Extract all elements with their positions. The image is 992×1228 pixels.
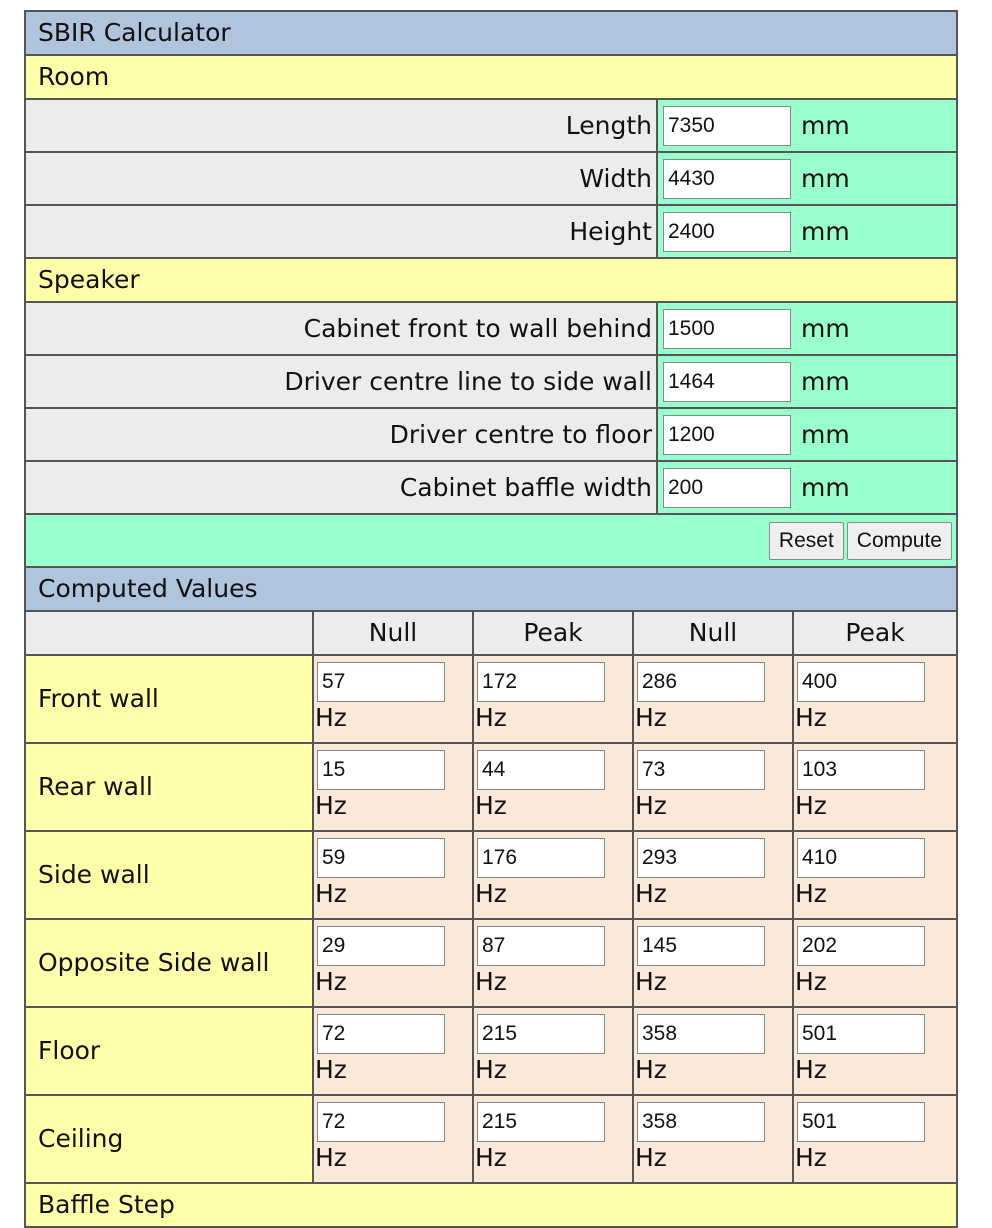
result-cell (794, 744, 956, 830)
room-height-input[interactable] (663, 212, 791, 252)
result-value-input[interactable] (477, 926, 605, 966)
column-header-peak-1: Peak (474, 612, 634, 654)
driver-floor-row (26, 409, 956, 462)
result-row-rear-wall (26, 744, 956, 832)
cabinet-front-unit: mm (801, 314, 850, 343)
hz-unit: Hz (795, 879, 827, 908)
hz-unit: Hz (795, 1143, 827, 1172)
result-value-input[interactable] (637, 662, 765, 702)
driver-side-cell (658, 356, 956, 407)
driver-side-label: Driver centre line to side wall (26, 356, 658, 407)
room-height-cell (658, 206, 956, 257)
hz-unit: Hz (475, 1055, 507, 1084)
result-value-input[interactable] (637, 926, 765, 966)
column-header-null-2: Null (634, 612, 794, 654)
result-cell (474, 656, 634, 742)
hz-unit: Hz (475, 879, 507, 908)
result-value-input[interactable] (797, 662, 925, 702)
hz-unit: Hz (635, 1055, 667, 1084)
result-row-side-wall (26, 832, 956, 920)
room-width-input[interactable] (663, 159, 791, 199)
result-cell (314, 832, 474, 918)
driver-floor-label: Driver centre to floor (26, 409, 658, 460)
hz-unit: Hz (315, 1055, 347, 1084)
hz-unit: Hz (475, 791, 507, 820)
result-cell (314, 744, 474, 830)
hz-unit: Hz (315, 967, 347, 996)
result-value-input[interactable] (477, 750, 605, 790)
result-row-opposite-side-wall (26, 920, 956, 1008)
cabinet-front-label: Cabinet front to wall behind (26, 303, 658, 354)
result-row-label: Ceiling (26, 1096, 314, 1182)
result-cell (474, 1008, 634, 1094)
result-value-input[interactable] (637, 1102, 765, 1142)
hz-unit: Hz (795, 967, 827, 996)
baffle-step-heading: Baffle Step (26, 1184, 956, 1228)
result-cell (794, 1008, 956, 1094)
result-row-front-wall (26, 656, 956, 744)
computed-column-headers (26, 612, 956, 656)
result-row-label: Floor (26, 1008, 314, 1094)
result-cell (794, 920, 956, 1006)
baffle-width-row (26, 462, 956, 515)
room-length-input[interactable] (663, 106, 791, 146)
hz-unit: Hz (795, 791, 827, 820)
result-value-input[interactable] (317, 1014, 445, 1054)
result-cell (474, 744, 634, 830)
column-header-null-1: Null (314, 612, 474, 654)
result-value-input[interactable] (477, 838, 605, 878)
hz-unit: Hz (315, 879, 347, 908)
driver-floor-unit: mm (801, 420, 850, 449)
hz-unit: Hz (475, 703, 507, 732)
result-cell (634, 920, 794, 1006)
result-row-label: Front wall (26, 656, 314, 742)
result-value-input[interactable] (797, 926, 925, 966)
hz-unit: Hz (635, 703, 667, 732)
speaker-section-heading: Speaker (26, 259, 956, 303)
room-width-label: Width (26, 153, 658, 204)
result-value-input[interactable] (317, 838, 445, 878)
result-cell (794, 832, 956, 918)
compute-button[interactable]: Compute (847, 522, 952, 560)
hz-unit: Hz (635, 791, 667, 820)
hz-unit: Hz (795, 703, 827, 732)
result-value-input[interactable] (317, 662, 445, 702)
room-length-label: Length (26, 100, 658, 151)
hz-unit: Hz (635, 967, 667, 996)
result-value-input[interactable] (637, 750, 765, 790)
result-row-label: Side wall (26, 832, 314, 918)
baffle-width-label: Cabinet baffle width (26, 462, 658, 513)
hz-unit: Hz (475, 1143, 507, 1172)
baffle-width-unit: mm (801, 473, 850, 502)
result-cell (314, 1008, 474, 1094)
hz-unit: Hz (635, 879, 667, 908)
cabinet-front-row (26, 303, 956, 356)
result-value-input[interactable] (637, 1014, 765, 1054)
driver-side-row (26, 356, 956, 409)
calculator-title: SBIR Calculator (26, 12, 956, 56)
result-value-input[interactable] (797, 1014, 925, 1054)
result-value-input[interactable] (797, 838, 925, 878)
room-height-row (26, 206, 956, 259)
result-row-ceiling (26, 1096, 956, 1184)
hz-unit: Hz (635, 1143, 667, 1172)
room-section-heading: Room (26, 56, 956, 100)
sbir-calculator (24, 10, 958, 1228)
driver-side-unit: mm (801, 367, 850, 396)
result-cell (634, 656, 794, 742)
result-value-input[interactable] (637, 838, 765, 878)
hz-unit: Hz (315, 703, 347, 732)
result-value-input[interactable] (797, 1102, 925, 1142)
hz-unit: Hz (315, 1143, 347, 1172)
result-cell (314, 920, 474, 1006)
result-value-input[interactable] (317, 926, 445, 966)
column-header-peak-2: Peak (845, 618, 905, 647)
baffle-width-cell (658, 462, 956, 513)
result-cell (634, 744, 794, 830)
result-row-label: Opposite Side wall (26, 920, 314, 1006)
result-cell (794, 1096, 956, 1182)
room-width-row (26, 153, 956, 206)
result-cell (634, 1096, 794, 1182)
result-row-floor (26, 1008, 956, 1096)
hz-unit: Hz (475, 967, 507, 996)
result-cell (474, 832, 634, 918)
hz-unit: Hz (315, 791, 347, 820)
cabinet-front-cell (658, 303, 956, 354)
reset-button[interactable]: Reset (769, 522, 844, 560)
column-header-blank (26, 612, 314, 654)
result-cell (634, 1008, 794, 1094)
result-value-input[interactable] (317, 750, 445, 790)
cabinet-front-input[interactable] (663, 309, 791, 349)
result-cell (794, 656, 956, 742)
room-height-unit: mm (801, 217, 850, 246)
result-value-input[interactable] (477, 1014, 605, 1054)
result-value-input[interactable] (477, 1102, 605, 1142)
result-cell (634, 832, 794, 918)
hz-unit: Hz (795, 1055, 827, 1084)
result-cell (474, 920, 634, 1006)
result-row-label: Rear wall (26, 744, 314, 830)
driver-side-input[interactable] (663, 362, 791, 402)
result-value-input[interactable] (797, 750, 925, 790)
result-cell (314, 656, 474, 742)
computed-values-heading: Computed Values (26, 568, 956, 612)
room-height-label: Height (26, 206, 658, 257)
room-length-unit: mm (801, 111, 850, 140)
result-cell (474, 1096, 634, 1182)
result-cell (314, 1096, 474, 1182)
driver-floor-input[interactable] (663, 415, 791, 455)
result-value-input[interactable] (317, 1102, 445, 1142)
baffle-width-input[interactable] (663, 468, 791, 508)
room-width-unit: mm (801, 164, 850, 193)
driver-floor-cell (658, 409, 956, 460)
action-buttons-row (26, 515, 956, 568)
room-length-row (26, 100, 956, 153)
result-value-input[interactable] (477, 662, 605, 702)
room-width-cell (658, 153, 956, 204)
room-length-cell (658, 100, 956, 151)
